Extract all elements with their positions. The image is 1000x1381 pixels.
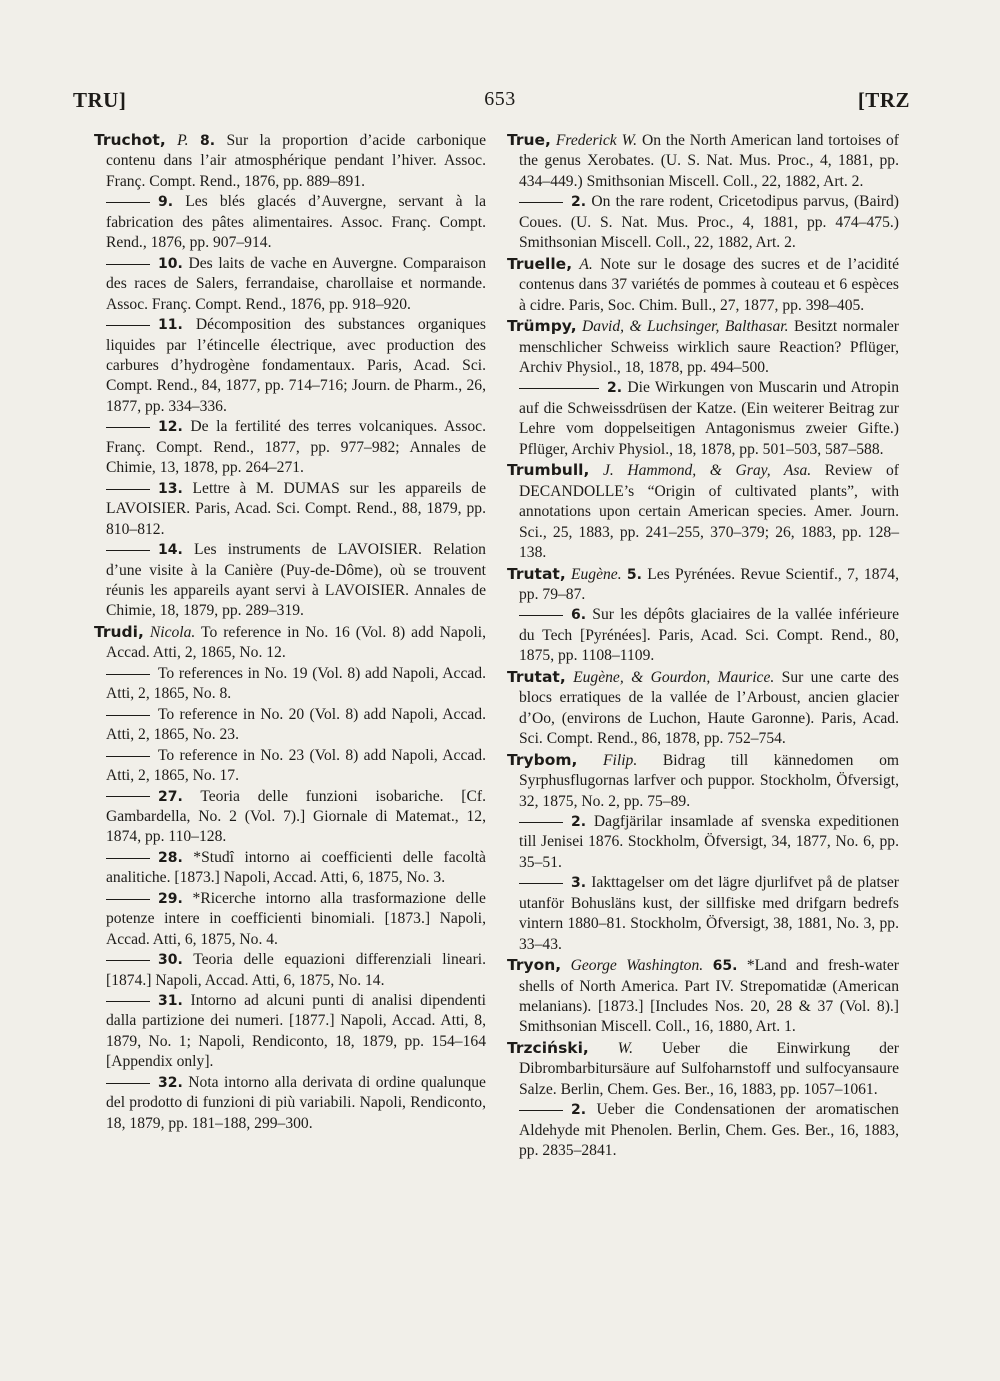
entry-author: Truchot, [94,131,166,149]
entry-text: Dagfjärilar insamlade af svenska expeditionen till Jenisei 1876. Stockholm, Öfversigt, 34, 1877, No. 6, pp. 35–51. [519,812,899,871]
entry-given-name: P. [177,132,189,149]
entry-text: Iakttagelser om det lägre djurlifvet på de platser utanför Bohusläns kust, der sillfiske med drifgarn bedrefs vintern 1880–81. Stockholm, Öfversigt, 38, 1881, No. 3, pp. 33–43. [519,874,899,953]
entry-text: Sur les dépôts glaciaires de la vallée inférieure du Tech [Pyrénées]. Paris, Acad. Sci. Compt. Rend., 80, 1875, pp. 1108–1109. [519,606,899,665]
bibliography-entry [507,564,899,606]
entry-number: 3. [571,875,587,892]
bibliography-entry [94,622,486,664]
bibliography-entry [94,991,486,1073]
entry-given-name: J. Hammond, & Gray, Asa. [602,462,812,480]
entry-number: 31. [158,993,183,1010]
bibliography-entry [507,873,899,955]
ditto-dash [106,550,150,551]
bibliography-entry [507,955,899,1038]
ditto-dash [106,427,150,428]
running-head-left: TRU] [73,88,127,112]
bibliography-entry [507,192,899,253]
entry-given-name: A. [579,255,593,273]
entry-text: Des laits de vache en Auvergne. Comparaison des races de Salers, ferrandaise, charollaise et normande. Assoc. Franç. Compt. Rend., 1876, pp. 918–920. [106,254,486,313]
entry-number: 11. [158,317,183,334]
entry-given-name: Eugène. [570,565,622,583]
bibliography-entry [94,540,486,622]
entry-number: 28. [158,849,183,866]
ditto-dash [519,822,563,823]
bibliography-entry [94,889,486,950]
ditto-dash [106,899,150,900]
ditto-dash [519,883,563,884]
entry-given-name: Eugène, & Gourdon, Maurice. [573,668,775,686]
page-number: 653 [484,88,516,110]
entry-number: 2. [571,813,587,830]
entry-text: Sur une carte des blocs erratiques de la vallée de l’Arboust, ancien glacier d’Oo, (environs de Luchon, Haute Garonne). Paris, Acad. Sci. Compt. Rend., 86, 1878, pp. 752–754. [519,668,899,748]
entry-text: Ueber die Condensationen der aromatischen Aldehyde mit Phenolen. Berlin, Chem. Ges. Ber., 16, 1883, pp. 2835–2841. [519,1101,899,1160]
ditto-dash [106,715,150,716]
entry-number: 32. [158,1074,183,1091]
entry-number: 6. [571,607,587,624]
entry-number: 8. [199,133,216,149]
entry-text: Lettre à M. DUMAS sur les appareils de LAVOISIER. Paris, Acad. Sci. Compt. Rend., 88, 1879, pp. 810–812. [106,479,486,538]
entry-text: Bidrag till kännedomen om Syrphusflugornas larfver och puppor. Stockholm, Öfversigt, 32, 1875, No. 2, pp. 75–89. [519,751,900,810]
running-head-right: [TRZ [857,88,910,112]
entry-text: Ueber die Einwirkung der Dibrombarbitursäure auf Sulfoharnstoff und sulfocyansaure Salze. Berlin, Chem. Ges. Ber., 16, 1883, pp. 1057–1061. [519,1039,899,1098]
entry-text: Intorno ad alcuni punti di analisi dipendenti dalla partizione dei numeri. [1877.] Napoli, Accad. Atti, 8, 1879, No. 1; Napoli, Rendiconto, 18, 1879, pp. 154–164 [Appendix only]. [106,992,486,1071]
entry-text: Nota intorno alla derivata di ordine qualunque del prodotto di funzioni di più variabili. Napoli, Rendiconto, 18, 1879, pp. 181–188, 299–300. [106,1073,486,1132]
entry-text: To references in No. 19 (Vol. 8) add Napoli, Accad. Atti, 2, 1865, No. 8. [106,664,486,703]
ditto-dash [106,325,150,326]
entry-text: To reference in No. 23 (Vol. 8) add Napoli, Accad. Atti, 2, 1865, No. 17. [106,746,486,785]
bibliography-entry [94,192,486,253]
ditto-dash [106,264,150,265]
ditto-dash [106,756,150,757]
entry-number: 27. [158,788,183,805]
entry-given-name: W. [617,1039,634,1057]
entry-text: Die Wirkungen von Muscarin und Atropin auf die Schweissdrüsen der Katze. (Ein weiterer Beitrag zur Lehre vom doppelseitigen Antagonismus zweier Gifte.) Pflüger, Archiv Physiol., 18, 1878, pp. 501–503, 587–588. [519,379,899,458]
entry-author: Trumbull, [507,461,590,480]
entry-author: Tryon, [507,956,562,975]
entry-number: 30. [158,952,183,969]
entry-author: Truelle, [507,254,573,273]
bibliography-entry [507,750,899,812]
bibliography-entry [507,1038,899,1100]
ditto-dash [106,674,150,675]
entry-text: *Land and fresh-water shells of North America. Part IV. Strepomatidæ (American melanians). [1873.] [Includes Nos. 20, 28 & 37 (Vol. 8).] Smithsonian Miscell. Coll., 16, 1880, Art. 1. [519,957,899,1036]
entry-author: Trutat, [507,667,566,686]
bibliography-entry [507,378,899,460]
entry-author: Trudi, [94,622,144,641]
bibliography-entry [94,950,486,991]
entry-text: Décomposition des substances organiques liquides par l’étincelle électrique, avec production des carbures d’hydrogène fondamentaux. Paris, Acad. Sci. Compt. Rend., 84, 1877, pp. 714–716; Journ. de Pharm., 26, 1877, pp. 334–336. [106,316,486,415]
entry-text: On the North American land tortoises of the genus Xerobates. (U. S. Nat. Mus. Proc., 4, 1881, pp. 434–449.) Smithsonian Miscell. Coll., 22, 1882, Art. 2. [519,132,899,190]
bibliography-entry [507,812,899,873]
bibliography-entry [94,848,486,889]
bibliography-entry [507,460,899,563]
bibliography-entry [94,664,486,705]
entry-number: 10. [158,255,183,272]
ditto-dash [106,1001,150,1002]
entry-author: Trümpy, [507,317,577,336]
entry-text: Review of DECANDOLLE’s “Origin of cultivated plants”, with annotations upon certain American species. Amer. Journ. Sci., 25, 1883, pp. 241–255, 370–379; 26, 1883, pp. 128–138. [519,462,899,562]
entry-given-name: Nicola. [149,623,196,641]
ditto-dash [106,1083,150,1084]
bibliography-entry [94,1073,486,1134]
bibliography-entry [94,315,486,417]
entry-text: *Studî intorno ai coefficienti delle facoltà analitiche. [1873.] Napoli, Accad. Atti, 6, 1875, No. 3. [106,848,486,887]
entry-author: Trutat, [507,564,566,583]
entry-text: De la fertilité des terres volcaniques. Assoc. Franç. Compt. Rend., 1877, pp. 977–982; Annales de Chimie, 13, 1878, pp. 264–271. [106,418,486,477]
entry-number: 2. [607,380,623,397]
entry-text: To reference in No. 20 (Vol. 8) add Napoli, Accad. Atti, 2, 1865, No. 23. [106,705,486,744]
entry-given-name: Frederick W. [555,132,638,149]
entry-number: 5. [626,566,642,583]
ditto-dash [519,202,563,203]
bibliography-entry [94,479,486,540]
ditto-dash [106,858,150,859]
entry-text: To reference in No. 16 (Vol. 8) add Napoli, Accad. Atti, 2, 1865, No. 12. [106,623,487,662]
entry-text: Sur la proportion d’acide carbonique contenu dans l’air atmosphérique pendant l’hiver. Assoc. Franç. Compt. Rend., 1876, pp. 889–891. [106,132,487,190]
ditto-dash [106,202,150,203]
entry-given-name: George Washington. [570,957,704,975]
bibliography-entry [94,417,486,478]
left-column [94,130,486,1134]
entry-author: True, [507,131,551,149]
bibliography-entry [507,130,899,192]
bibliography-entry [94,705,486,746]
bibliography-entry [507,1100,899,1161]
entry-given-name: David, & Luchsinger, Balthasar. [582,318,789,336]
entry-number: 2. [571,194,587,211]
entry-number: 9. [158,194,174,211]
entry-text: On the rare rodent, Cricetodipus parvus, (Baird) Coues. (U. S. Nat. Mus. Proc., 4, 1881, pp. 474–475.) Smithsonian Miscell. Coll., 22, 1882, Art. 2. [519,193,900,252]
entry-text: Besitzt normaler menschlicher Schweiss wirklich saure Reaction? Pflüger, Archiv Physiol., 18, 1878, pp. 494–500. [519,318,899,376]
ditto-dash [106,796,150,797]
bibliography-entry [94,787,486,848]
bibliography-entry [507,605,899,666]
entry-author: Trybom, [507,750,578,769]
ditto-dash [519,388,599,389]
entry-text: Les blés glacés d’Auvergne, servant à la fabrication des pâtes alimentaires. Assoc. Franç. Compt. Rend., 1876, pp. 907–914. [106,193,486,252]
entry-number: 14. [158,542,183,559]
ditto-dash [519,615,563,616]
ditto-dash [106,960,150,961]
entry-number: 29. [158,890,183,907]
entry-number: 2. [571,1102,587,1119]
entry-text: Les Pyrénées. Revue Scientif., 7, 1874, pp. 79–87. [519,565,900,603]
entry-text: Note sur le dosage des sucres et de l’acidité contenus dans 37 variétés de pommes à couteau et 6 espèces à cidre. Paris, Soc. Chim. Bull., 27, 1877, pp. 398–405. [519,255,899,314]
entry-text: Teoria delle equazioni differenziali lineari. [1874.] Napoli, Accad. Atti, 6, 1875, No. 14. [106,951,487,989]
entry-number: 13. [158,480,183,497]
entry-author: Trzciński, [507,1038,589,1057]
bibliography-entry [507,254,899,316]
bibliography-entry [94,746,486,787]
bibliography-entry [94,254,486,315]
bibliography-entry [507,316,899,378]
bibliography-entry [507,667,899,750]
entry-text: Teoria delle funzioni isobariche. [Cf. Gambardella, No. 2 (Vol. 7).] Giornale di Matemat., 12, 1874, pp. 110–128. [106,787,486,846]
entry-number: 12. [158,419,183,436]
ditto-dash [519,1110,563,1111]
entry-text: Les instruments de LAVOISIER. Relation d’une visite à la Canière (Puy-de-Dôme), où se trouvent réunis les appareils ayant servi à LAVOISIER. Annales de Chimie, 18, 1879, pp. 289–319. [106,541,486,620]
bibliography-entry [94,130,486,192]
entry-text: *Ricerche intorno alla trasformazione delle potenze intere in coefficienti binomiali. [1873.] Napoli, Accad. Atti, 6, 1875, No. 4. [106,889,486,948]
entry-number: 65. [712,958,738,975]
right-column [507,130,899,1162]
entry-given-name: Filip. [603,751,638,769]
ditto-dash [106,489,150,490]
